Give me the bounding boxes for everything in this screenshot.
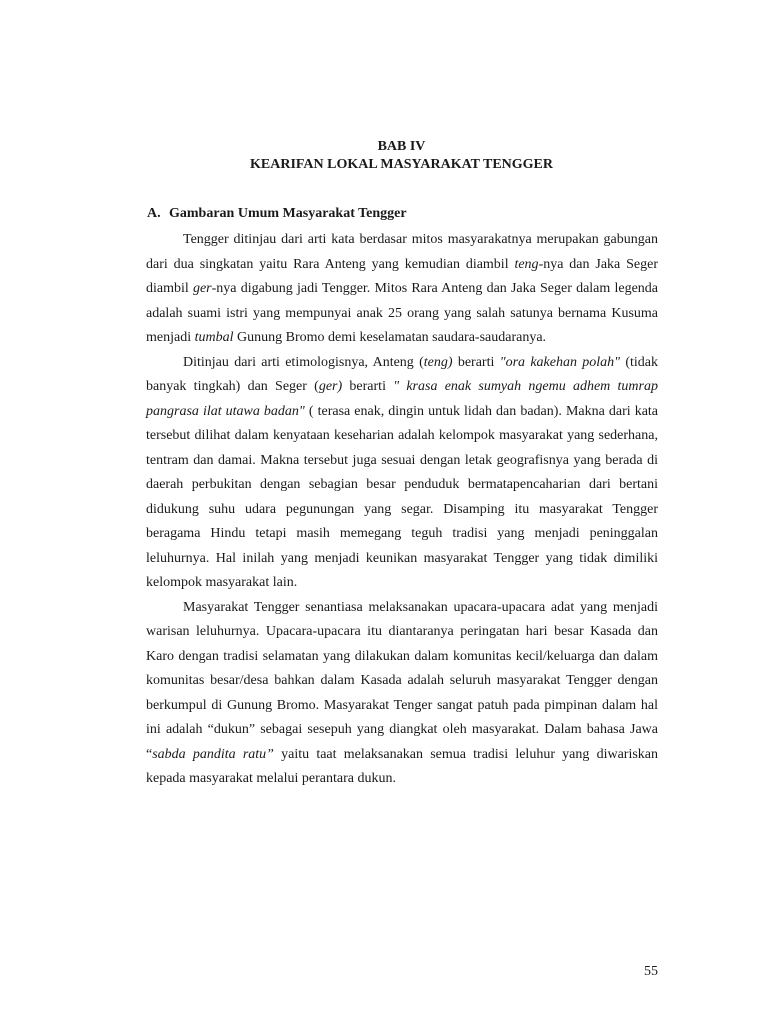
text-run: Gunung Bromo demi keselamatan saudara-saudaranya. bbox=[233, 330, 547, 345]
text-run: berarti bbox=[452, 354, 500, 370]
chapter-title: KEARIFAN LOKAL MASYARAKAT TENGGER bbox=[250, 157, 553, 172]
section-title: Gambaran Umum Masyarakat Tengger bbox=[169, 206, 407, 221]
italic-term: ger) bbox=[318, 379, 343, 394]
italic-term: teng) bbox=[423, 354, 453, 370]
text-run: (tidak banyak tingkah) dan Seger ( bbox=[146, 354, 659, 394]
paragraph-1 bbox=[146, 228, 658, 351]
chapter-heading bbox=[145, 138, 658, 174]
text-run: -nya dan Jaka Seger diambil bbox=[146, 256, 658, 296]
page-number: 55 bbox=[644, 964, 658, 979]
paragraph-3 bbox=[146, 596, 658, 792]
text-run: Masyarakat Tengger senantiasa melaksanakan upacara-upacara adat yang menjadi warisan leluhurnya. Upacara-upacara itu diantaranya peringatan hari besar Kasada dan Karo dengan tradisi selamatan yang dilakukan dalam komunitas kecil/keluarga dan dalam komunitas besar/desa bahkan dalam Kasada adalah seluruh masyarakat Tengger dengan berkumpul di Gunung Bromo. Masyarakat Tenger sangat patuh pada pimpinan dalam hal ini adalah “dukun” sebagai sesepuh yang diangkat oleh masyarakat. Dalam bahasa Jawa “ bbox=[146, 599, 658, 762]
section-number: A. bbox=[147, 206, 161, 221]
body-text bbox=[146, 228, 658, 792]
italic-term: ger bbox=[192, 281, 212, 296]
text-run: -nya digabung jadi Tengger. Mitos Rara Anteng dan Jaka Seger dalam legenda adalah suami istri yang mempunyai anak 25 orang yang salah satunya bernama Kusuma menjadi bbox=[146, 281, 658, 345]
text-run: ( terasa enak, dingin untuk lidah dan badan). Makna dari kata tersebut dilihat dalam kenyataan keseharian adalah kelompok masyarakat yang sederhana, tentram dan damai. Makna tersebut juga sesuai dengan letak geografisnya yang berada di daerah perbukitan dengan sebagian besar penduduk bermatapencaharian dari bertani didukung suhu udara pegunungan yang segar. Disamping itu masyarakat Tengger beragama Hindu tetapi masih memegang teguh tradisi yang menjadi peninggalan leluhurnya. Hal inilah yang menjadi keunikan masyarakat Tengger yang tidak dimiliki kelompok masyarakat lain. bbox=[146, 403, 659, 590]
italic-phrase: "ora kakehan polah" bbox=[499, 354, 621, 370]
text-run: Tengger ditinjau dari arti kata berdasar mitos masyarakatnya merupakan gabungan dari dua singkatan yaitu Rara Anteng yang kemudian diambil bbox=[146, 232, 658, 272]
italic-phrase: sabda pandita ratu” bbox=[152, 746, 274, 762]
paragraph-2 bbox=[146, 351, 658, 596]
italic-term: teng bbox=[514, 256, 539, 272]
text-run: Ditinjau dari arti etimologisnya, Anteng ( bbox=[183, 354, 424, 370]
italic-phrase: " krasa enak sumyah ngemu adhem tumrap pangrasa ilat utawa badan" bbox=[146, 379, 658, 419]
text-run: berarti bbox=[342, 379, 394, 394]
text-run: yaitu taat melaksanakan semua tradisi leluhur yang diwariskan kepada masyarakat melalui perantara dukun. bbox=[146, 746, 658, 786]
section-heading bbox=[147, 205, 407, 223]
italic-term: tumbal bbox=[194, 330, 234, 345]
chapter-number: BAB IV bbox=[377, 139, 426, 154]
